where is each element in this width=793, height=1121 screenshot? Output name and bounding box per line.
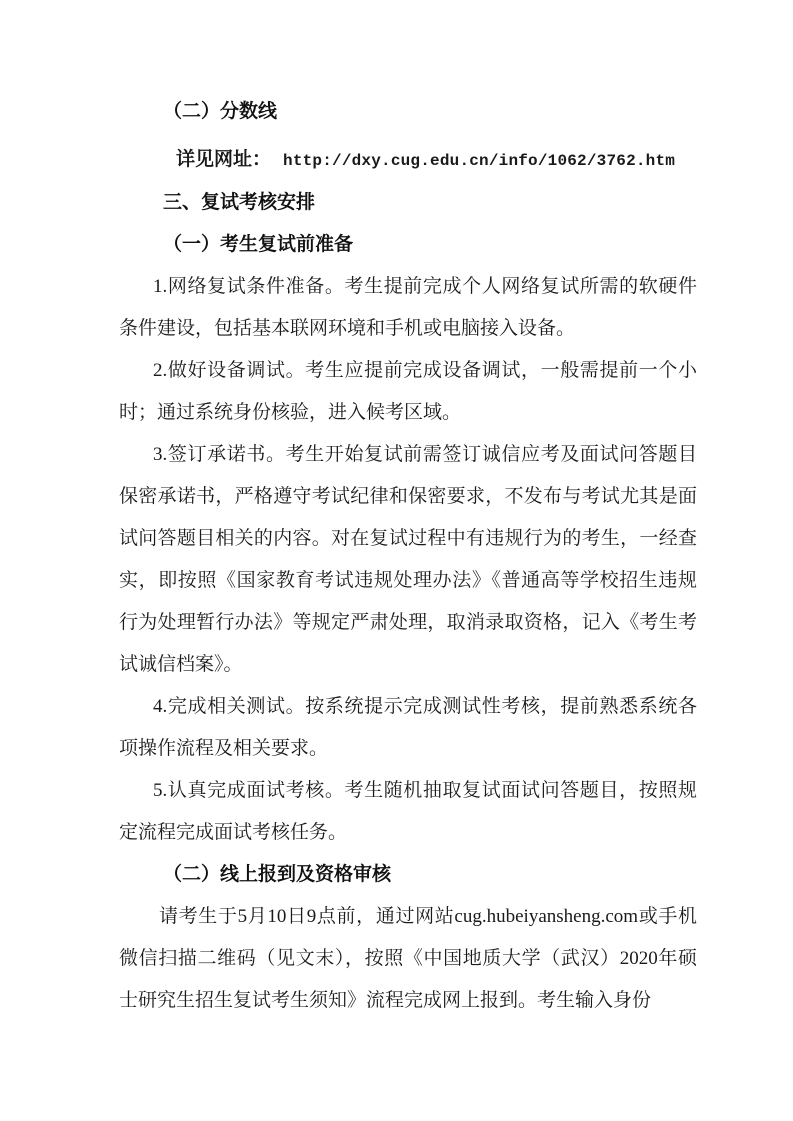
url-label: 详见网址： <box>176 149 272 170</box>
score-line-url: http://dxy.cug.edu.cn/info/1062/3762.htm <box>283 152 676 170</box>
paragraph-interview-assessment: 5.认真完成面试考核。考生随机抽取复试面试问答题目，按照规定流程完成面试考核任务。 <box>119 780 697 843</box>
paragraph-commitment-letter: 3.签订承诺书。考生开始复试前需签订诚信应考及面试问答题目保密承诺书，严格遵守考试纪律和保密要求，不发布与考试尤其是面试问答题目相关的内容。对在复试过程中有违规行为的考生，一经查实，即按照《国家教育考试违规处理办法》《普通高等学校招生违规行为处理暂行办法》等规定严肃处理，取消录取资格，记入《考生考试诚信档案》。 <box>119 444 697 675</box>
paragraph-checkin-instructions: 请考生于5月10日9点前，通过网站cug.hubeiyansheng.com或手机微信扫描二维码（见文末），按照《中国地质大学（武汉）2020年硕士研究生招生复试考生须知》流程完成网上报到。考生输入身份 <box>119 906 697 1011</box>
score-line-url-row <box>119 139 697 182</box>
heading-score-line: （二）分数线 <box>163 101 278 122</box>
paragraph-complete-tests: 4.完成相关测试。按系统提示完成测试性考核，提前熟悉系统各项操作流程及相关要求。 <box>119 696 697 759</box>
document-content <box>119 91 697 1022</box>
heading-pre-reexam-preparation: （一）考生复试前准备 <box>163 234 354 255</box>
heading-online-checkin-qualification: （二）线上报到及资格审核 <box>163 864 392 885</box>
heading-section-three-review-arrangement: 三、复试考核安排 <box>163 192 316 213</box>
paragraph-network-conditions: 1.网络复试条件准备。考生提前完成个人网络复试所需的软硬件条件建设，包括基本联网环境和手机或电脑接入设备。 <box>119 276 697 339</box>
paragraph-device-debugging: 2.做好设备调试。考生应提前完成设备调试，一般需提前一个小时；通过系统身份核验，进入候考区域。 <box>119 360 697 423</box>
